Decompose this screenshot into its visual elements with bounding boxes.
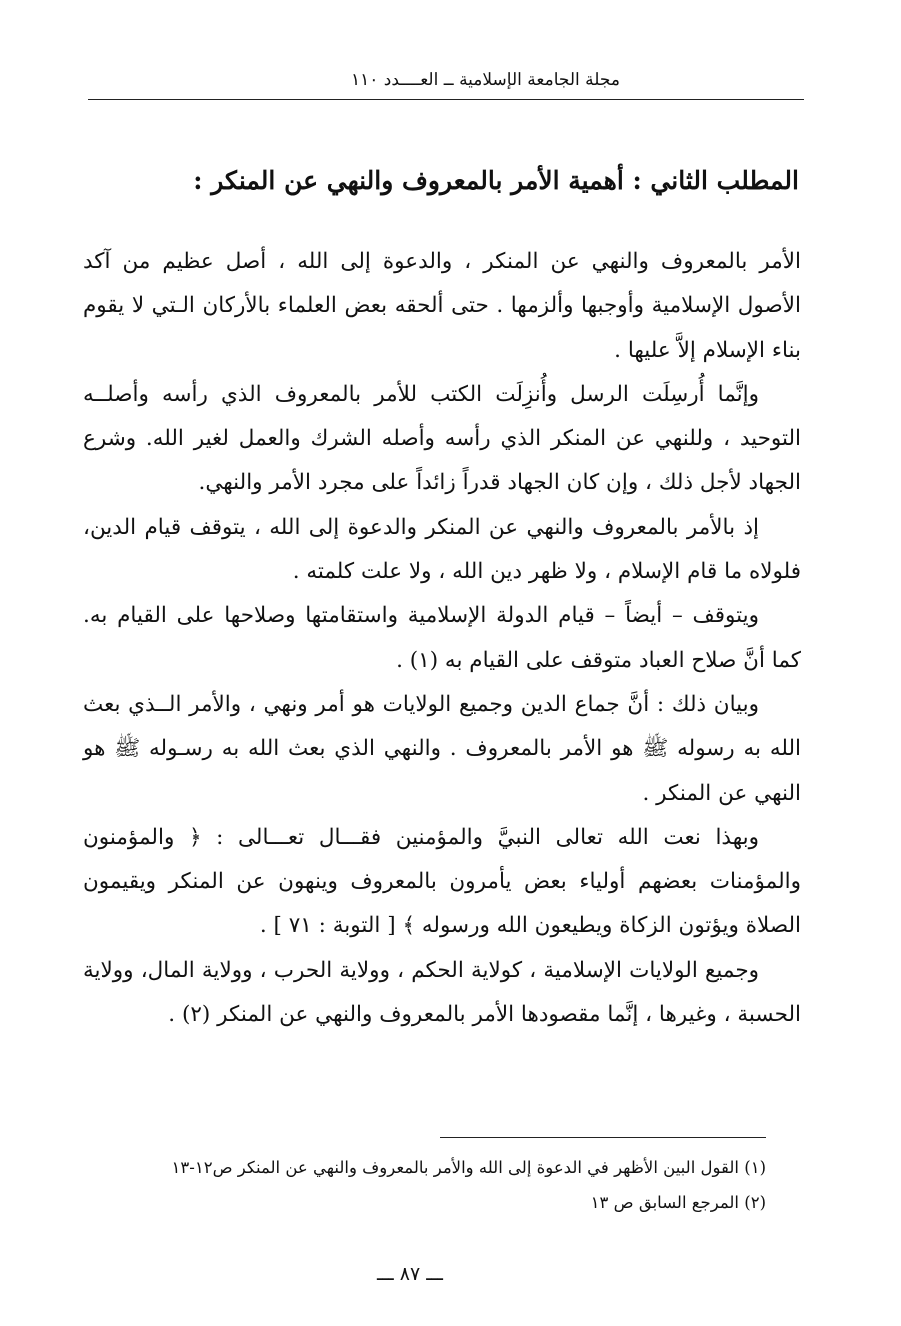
footnote-divider — [440, 1137, 766, 1138]
paragraph-6: وبهذا نعت الله تعالى النبيَّ والمؤمنين فقـــال تعـــالى : ﴿ والمؤمنون والمؤمنات بعضهم أولياء بعض يأمرون بالمعروف وينهون عن المنكر ويقيمون الصلاة ويؤتون الزكاة ويطيعون الله ورسوله ﴾ [ التوبة : ٧١ ] . — [83, 824, 801, 939]
paragraph-1: الأمر بالمعروف والنهي عن المنكر ، والدعوة إلى الله ، أصل عظيم من آكد الأصول الإسلامية وأوجبها وألزمها . حتى ألحقه بعض العلماء بالأركان الـتي لا يقوم بناء الإسلام إلاَّ عليها . — [83, 249, 801, 363]
body-text — [83, 240, 801, 1037]
header-divider — [88, 99, 804, 100]
footnote-2: (٢) المرجع السابق ص ١٣ — [590, 1193, 766, 1212]
footnotes — [76, 1150, 766, 1220]
paragraph-3: إذ بالأمر بالمعروف والنهي عن المنكر والدعوة إلى الله ، يتوقف قيام الدين، فلولاه ما قام الإسلام ، ولا ظهر دين الله ، ولا علت كلمته . — [83, 514, 801, 585]
footnote-1: (١) القول البين الأظهر في الدعوة إلى الله والأمر بالمعروف والنهي عن المنكر ص١٢-١٣ — [171, 1158, 766, 1177]
section-heading: المطلب الثاني : أهمية الأمر بالمعروف والنهي عن المنكر : — [193, 166, 799, 195]
paragraph-5: وبيان ذلك : أنَّ جماع الدين وجميع الولايات هو أمر ونهي ، والأمر الــذي بعث الله به رسوله ﷺ هو الأمر بالمعروف . والنهي الذي بعث الله به رسـوله ﷺ هو النهي عن المنكر . — [83, 691, 801, 806]
paragraph-7: وجميع الولايات الإسلامية ، كولاية الحكم ، وولاية الحرب ، وولاية المال، وولاية الحسبة ، وغيرها ، إنَّما مقصودها الأمر بالمعروف والنهي عن المنكر (٢) . — [83, 957, 801, 1028]
paragraph-4: ويتوقف – أيضاً – قيام الدولة الإسلامية واستقامتها وصلاحها على القيام به. كما أنَّ صلاح العباد متوقف على القيام به (١) . — [83, 603, 801, 673]
journal-header: مجلة الجامعة الإسلامية ــ العــــدد ١١٠ — [350, 70, 620, 90]
page-number: ـــ ٨٧ ـــ — [377, 1263, 443, 1285]
paragraph-2: وإنَّما أُرسِلَت الرسل وأُنزِلَت الكتب للأمر بالمعروف الذي رأسه وأصلــه التوحيد ، وللنهي عن المنكر الذي رأسه وأصله الشرك والعمل لغير الله. وشرع الجهاد لأجل ذلك ، وإن كان الجهاد قدراً زائداً على مجرد الأمر والنهي. — [83, 381, 801, 496]
